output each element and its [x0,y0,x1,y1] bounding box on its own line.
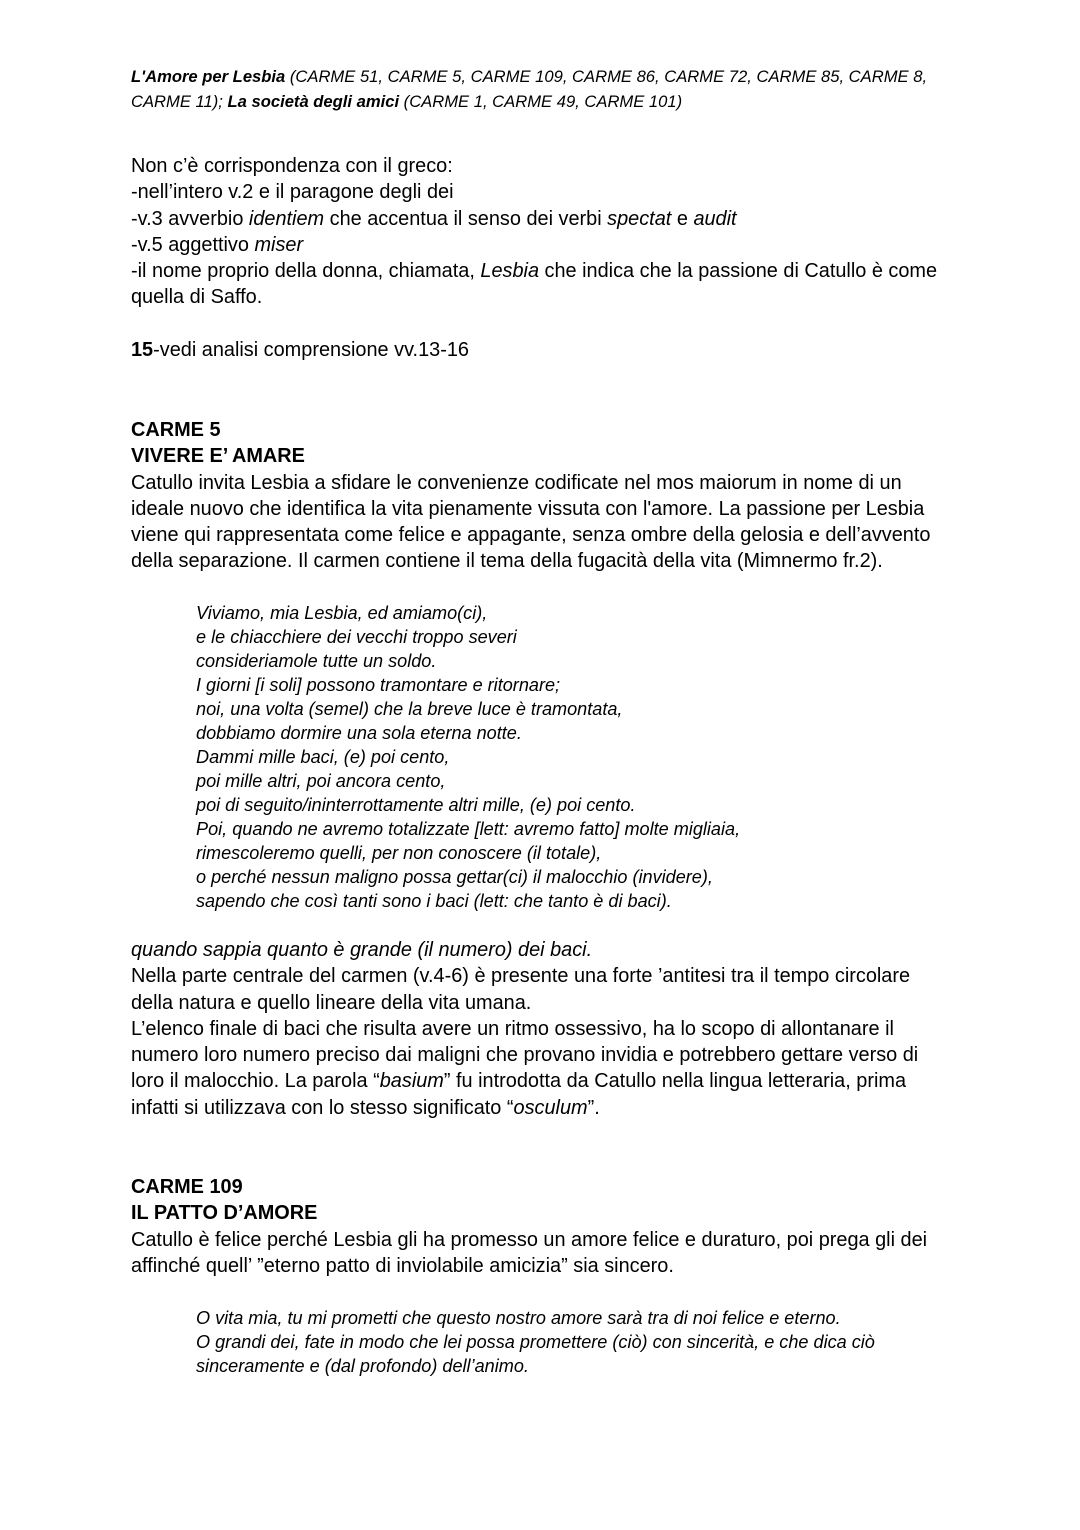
italic-text: spectat [607,207,672,230]
text-line [131,153,937,179]
text-line [196,1306,875,1330]
carme5-translation [196,601,740,913]
text-run: Non c’è corrispondenza con il greco: [131,155,453,177]
text-line [131,64,927,89]
text-run: Nella parte centrale del carmen (v.4-6) è presente una forte ’antitesi tra il tempo circolare [131,965,911,988]
text-line [196,601,740,625]
text-line [131,258,937,284]
text-line [196,841,740,865]
text-line [131,232,937,258]
carme5-heading: CARME 5 [131,419,221,441]
text-run: viene qui rappresentata come felice e appagante, senza ombre della gelosia e dell’avvento [131,524,931,547]
carme109-section [131,1174,927,1279]
text-line [131,284,937,310]
italic-text: (CARME 51, CARME 5, CARME 109, CARME 86, CARME 72, CARME 85, CARME 8, [285,67,928,86]
italic-text: osculum [513,1096,588,1119]
text-run: dobbiamo dormire una sola eterna notte. [196,723,522,743]
text-line [196,1354,875,1378]
text-run: I giorni [i soli] possono tramontare e ritornare; [196,675,561,695]
text-line [196,697,740,721]
text-run: O grandi dei, fate in modo che lei possa promettere (ciò) con sincerità, e che dica ciò [196,1332,875,1352]
text-line [131,89,927,114]
text-line [131,1016,918,1042]
note-15 [131,337,469,363]
text-run: della natura e quello lineare della vita umana. [131,991,532,1014]
bold-text: 15 [131,339,154,361]
text-line [131,1068,918,1094]
italic-text: miser [254,233,304,256]
text-run: che indica che la passione di Catullo è come [539,260,938,283]
text-run: e le chiacchiere dei vecchi troppo severi [196,627,517,647]
text-line [131,522,930,548]
text-line [131,1253,927,1279]
text-run: Dammi mille baci, (e) poi cento, [196,747,450,767]
text-run: della separazione. Il carmen contiene il tema della fugacità della vita (Mimnermo fr.2). [131,550,883,573]
text-line [196,769,740,793]
carme109-title: IL PATTO D’AMORE [131,1202,318,1225]
text-run: ” fu introdotta da Catullo nella lingua letteraria, prima [443,1070,907,1093]
text-line [196,793,740,817]
text-run: L’elenco finale di baci che risulta avere un ritmo ossessivo, ha lo scopo di allontanare il [131,1017,894,1040]
text-run: loro il malocchio. La parola “ [131,1070,380,1093]
text-line [131,1227,927,1253]
text-line [196,1330,875,1354]
carme5-commentary [131,937,918,1121]
carme51-notes [131,153,937,311]
text-run: -il nome proprio della donna, chiamata, [131,260,481,283]
text-run: O vita mia, tu mi prometti che questo nostro amore sarà tra di noi felice e eterno. [196,1308,841,1328]
text-line [131,937,918,963]
text-line [131,337,469,363]
text-run: -v.3 avverbio [131,207,249,230]
text-run: sinceramente e (dal profondo) dell’animo. [196,1356,529,1376]
italic-text: audit [693,207,737,230]
text-line [131,990,918,1016]
text-run: -nell’intero v.2 e il paragone degli dei [131,181,454,204]
text-run: poi mille altri, poi ancora cento, [196,771,446,791]
carme109-intro [131,1227,927,1280]
italic-text: Lesbia [480,260,540,283]
text-line [196,889,740,913]
text-line [196,649,740,673]
italic-text: basium [379,1070,444,1093]
text-run: Catullo è felice perché Lesbia gli ha promesso un amore felice e duraturo, poi prega gli dei [131,1228,928,1251]
text-run: Poi, quando ne avremo totalizzate [lett: avremo fatto] molte migliaia, [196,819,741,839]
text-run: Catullo invita Lesbia a sfidare le convenienze codificate nel mos maiorum in nome di un [131,471,902,494]
carme109-heading: CARME 109 [131,1176,243,1198]
italic-text: CARME 11); [131,92,228,111]
text-run: sapendo che così tanti sono i baci (lett: che tanto è di baci). [196,891,672,911]
text-run: ”. [587,1096,600,1119]
italic-text: (CARME 1, CARME 49, CARME 101) [399,92,683,111]
text-line [131,496,930,522]
text-line [131,548,930,574]
text-line [131,470,930,496]
text-run: ideale nuovo che identifica la vita pienamente vissuta con l'amore. La passione per Lesbia [131,497,925,520]
text-run: rimescoleremo quelli, per non conoscere (il totale), [196,843,602,863]
text-run: -v.5 aggettivo [131,233,255,256]
text-run: numero loro numero preciso dai maligni che provano invidia e potrebbero gettare verso di [131,1044,919,1067]
text-line [131,206,937,232]
text-line [196,745,740,769]
text-run: poi di seguito/ininterrottamente altri mille, (e) poi cento. [196,795,636,815]
text-line [131,1095,918,1121]
topics-header [131,64,927,114]
text-line [196,625,740,649]
carme5-title: VIVERE E’ AMARE [131,445,305,468]
carme109-translation [196,1306,875,1378]
text-run: Viviamo, mia Lesbia, ed amiamo(ci), [196,603,488,623]
text-run: quella di Saffo. [131,286,263,309]
text-run: e [671,207,694,230]
text-run: infatti si utilizzava con lo stesso significato “ [131,1096,514,1119]
bold-text: L'Amore per Lesbia [131,67,286,86]
text-run: -vedi analisi comprensione vv.13-16 [153,339,469,361]
carme5-intro [131,470,930,575]
text-line [196,865,740,889]
text-run: che accentua il senso dei verbi [324,207,608,230]
text-run: consideriamole tutte un soldo. [196,651,437,671]
italic-text: quando sappia quanto è grande (il numero) dei baci. [131,939,593,961]
text-line [131,179,937,205]
bold-text: La società degli amici [227,92,400,111]
italic-text: identiem [248,207,325,230]
text-line [196,817,740,841]
text-run: o perché nessun maligno possa gettar(ci) il malocchio (invidere), [196,867,713,887]
text-line [196,673,740,697]
text-run: noi, una volta (semel) che la breve luce è tramontata, [196,699,623,719]
text-line [131,963,918,989]
text-line [131,1042,918,1068]
carme5-section [131,417,930,575]
text-line [196,721,740,745]
text-run: affinché quell’ ”eterno patto di inviolabile amicizia” sia sincero. [131,1254,674,1277]
